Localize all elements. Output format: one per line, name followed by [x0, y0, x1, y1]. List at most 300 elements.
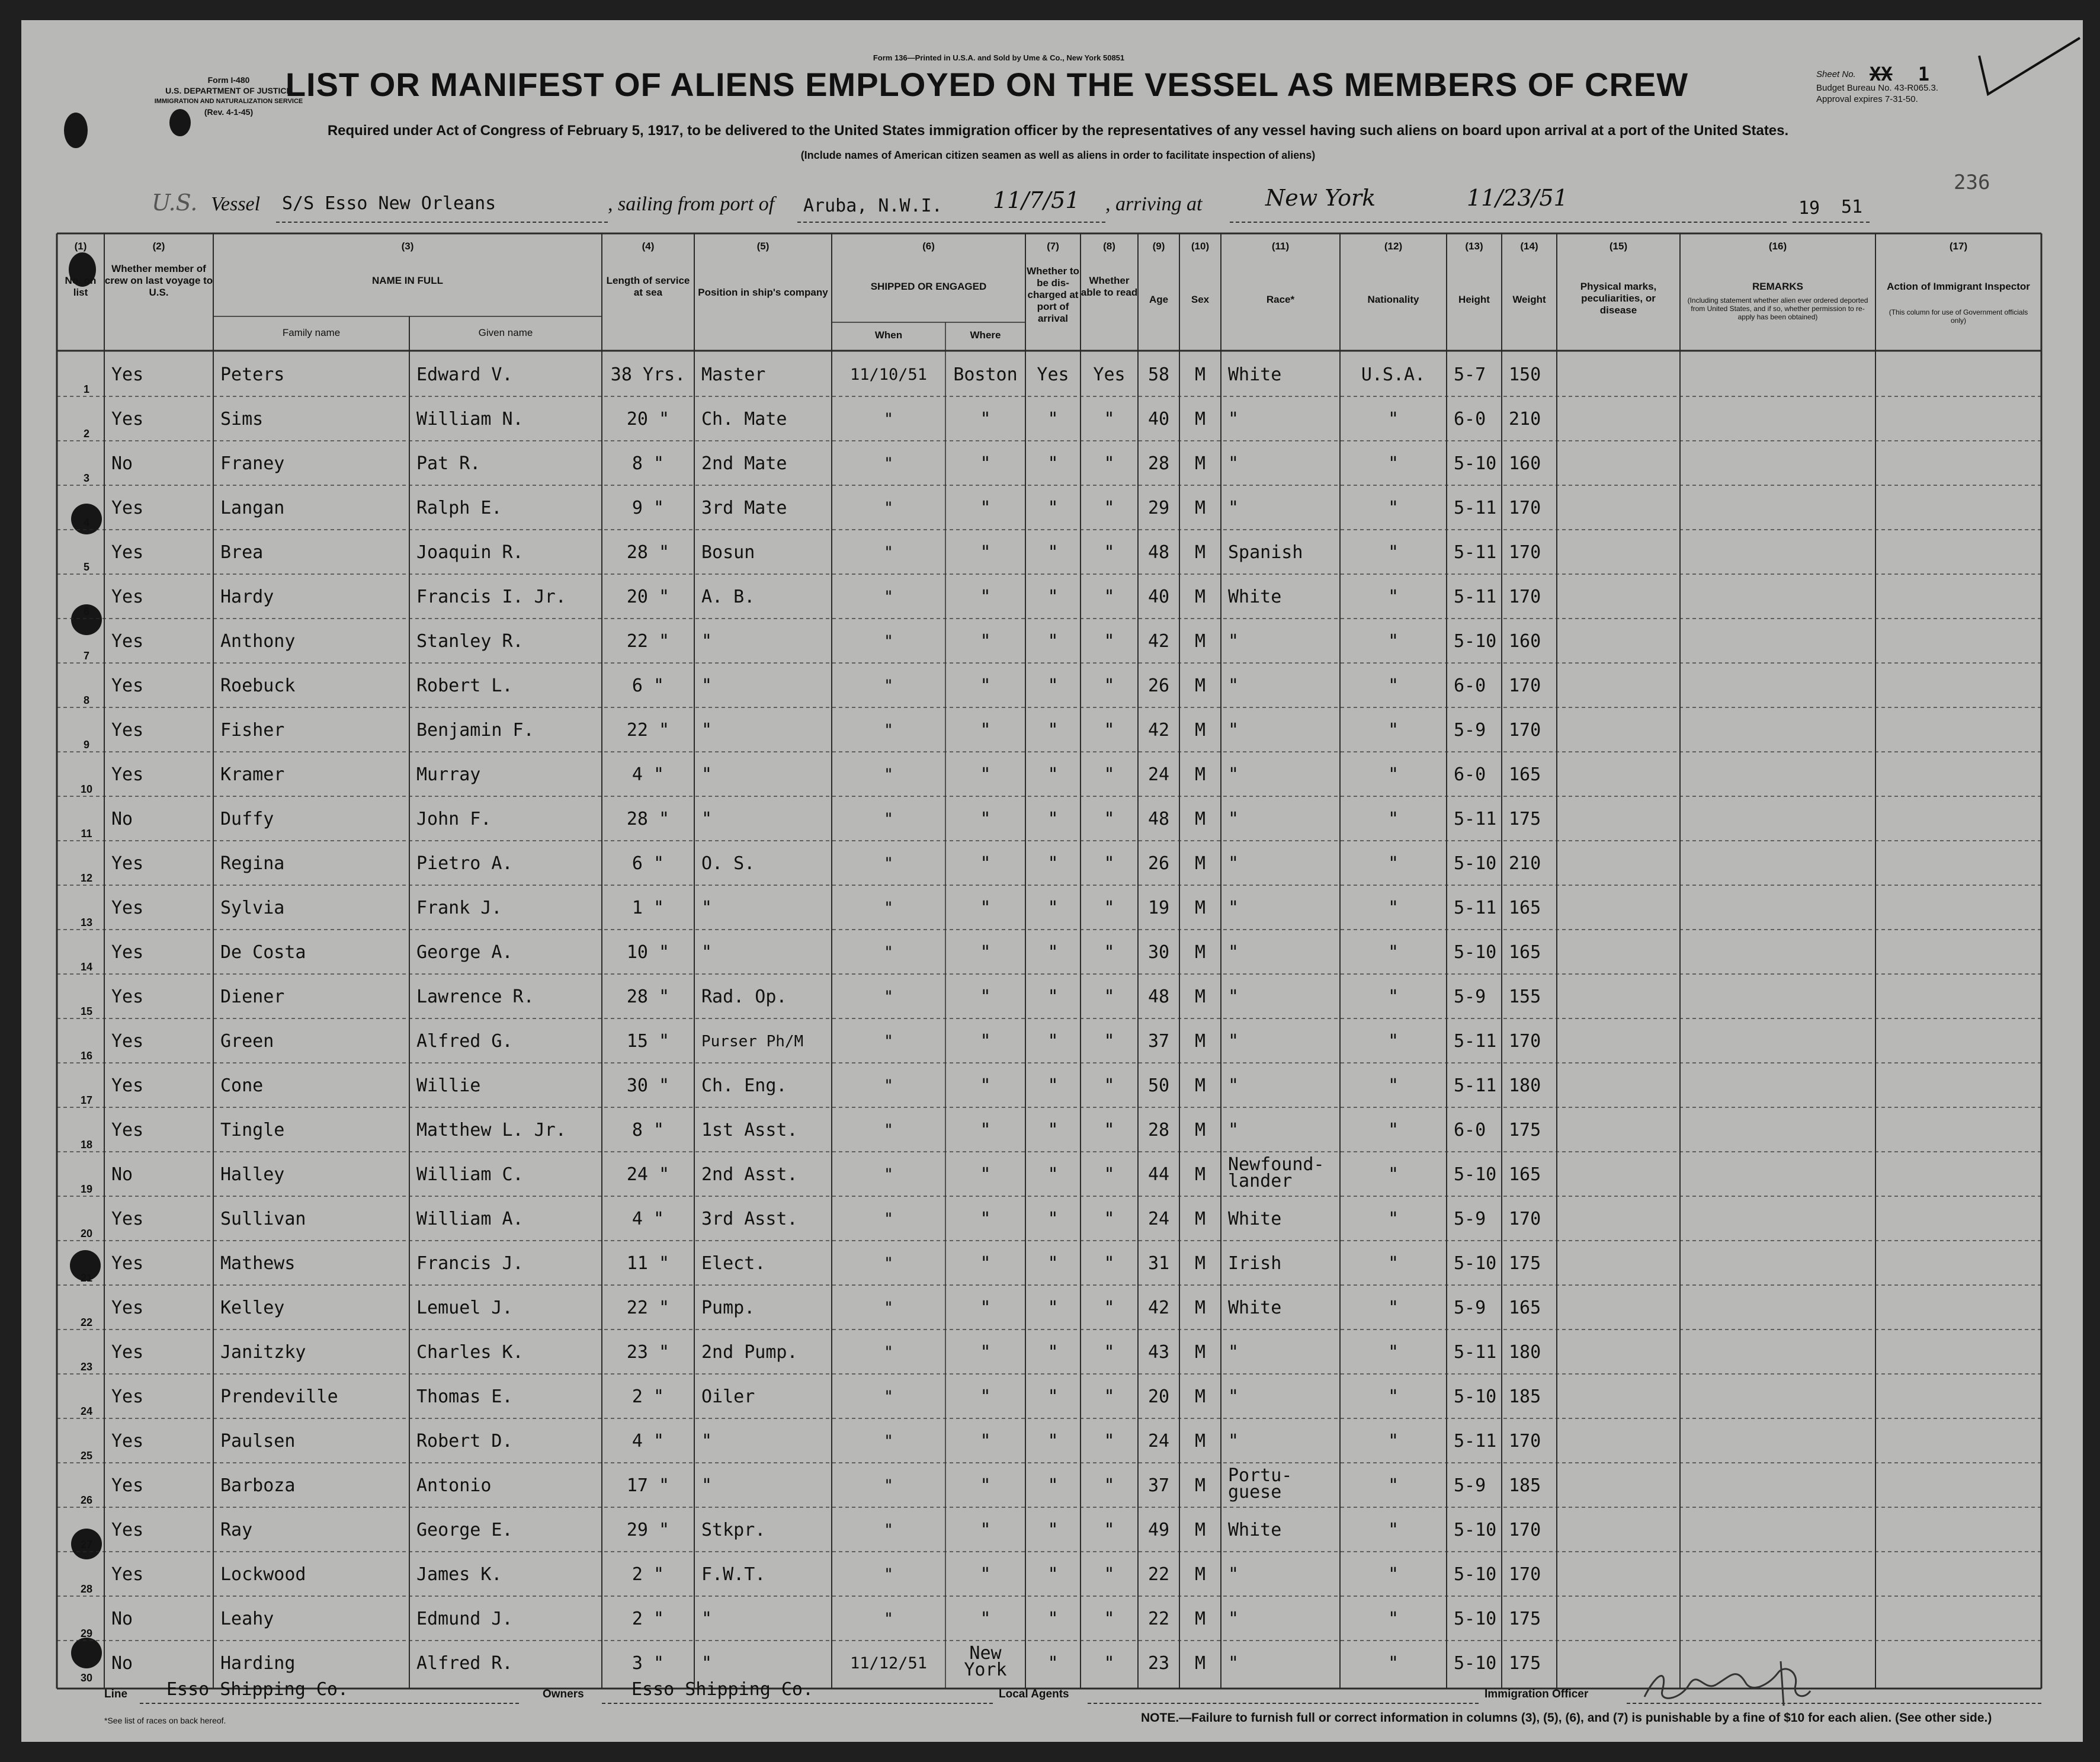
cell-last: Yes	[111, 409, 144, 430]
cell-read: "	[1104, 942, 1115, 963]
cell-last: Yes	[111, 1520, 144, 1540]
cell-when: "	[883, 454, 894, 473]
column-number: (12)	[1384, 241, 1403, 252]
cell-sex: M	[1194, 1298, 1206, 1318]
cell-last: No	[111, 1653, 133, 1674]
row-number: 16	[80, 1050, 93, 1062]
cell-service: 9 "	[631, 498, 665, 518]
cell-position: Pump.	[701, 1298, 755, 1318]
cell-given: William A.	[416, 1209, 524, 1229]
cell-height: 5-9	[1454, 1298, 1486, 1318]
cell-sex: M	[1194, 720, 1206, 741]
cell-race: White	[1228, 1298, 1282, 1318]
cell-family: Green	[220, 1031, 274, 1052]
cell-when: "	[883, 1432, 894, 1450]
cell-last: Yes	[111, 1031, 144, 1052]
cell-race: "	[1228, 898, 1239, 918]
cell-age: 42	[1147, 720, 1170, 741]
cell-last: Yes	[111, 1475, 144, 1496]
cell-when: 11/10/51	[849, 366, 928, 384]
cell-weight: 165	[1509, 1298, 1541, 1318]
cell-last: Yes	[111, 1253, 144, 1274]
sailing-label: , sailing from port of	[608, 193, 775, 215]
cell-read: "	[1104, 1431, 1115, 1452]
cell-height: 5-10	[1454, 453, 1497, 474]
cell-given: Thomas E.	[416, 1386, 513, 1407]
cell-disch: "	[1047, 1298, 1059, 1318]
header-where: Where	[970, 329, 1001, 341]
cell-given: Francis J.	[416, 1253, 524, 1274]
cell-race: "	[1228, 1031, 1239, 1052]
cell-where: "	[980, 986, 991, 1007]
cell-weight: 160	[1509, 453, 1541, 474]
cell-disch: "	[1047, 986, 1059, 1007]
header-position: Position in ship's company	[698, 287, 828, 298]
column-number: (6)	[922, 241, 935, 252]
cell-nat: "	[1387, 631, 1399, 652]
header-height: Height	[1458, 294, 1490, 305]
cell-service: 30 "	[626, 1075, 670, 1096]
cell-where: "	[980, 1031, 991, 1052]
column-number: (9)	[1152, 241, 1165, 252]
header-race: Race*	[1266, 294, 1295, 305]
cell-family: Franey	[220, 453, 285, 474]
cell-nat: "	[1387, 764, 1399, 785]
cell-position: Rad. Op.	[701, 986, 787, 1007]
cell-race: "	[1228, 942, 1239, 963]
cell-height: 5-10	[1454, 1253, 1497, 1274]
cell-given: Charles K.	[416, 1342, 524, 1363]
cell-service: 20 "	[626, 587, 670, 607]
cell-age: 48	[1147, 809, 1170, 829]
cell-given: Murray	[416, 764, 481, 785]
cell-where: "	[980, 720, 991, 741]
cell-weight: 170	[1509, 1209, 1541, 1229]
cell-read: "	[1104, 1164, 1115, 1185]
header-shipped-engaged: SHIPPED OR ENGAGED	[870, 281, 987, 292]
cell-sex: M	[1194, 675, 1206, 696]
column-number: (17)	[1949, 241, 1968, 252]
cell-nat: "	[1387, 587, 1399, 607]
row-number: 3	[83, 472, 89, 484]
cell-position: Ch. Mate	[701, 409, 787, 430]
cell-service: 28 "	[626, 542, 670, 563]
cell-read: "	[1104, 1564, 1115, 1585]
approval-expiry: Approval expires 7-31-50.	[1816, 94, 1918, 104]
cell-family: Cone	[220, 1075, 264, 1096]
cell-sex: M	[1194, 1075, 1206, 1096]
cell-family: Langan	[220, 498, 285, 518]
cell-service: 8 "	[631, 453, 665, 474]
cell-read: "	[1104, 453, 1115, 474]
vessel-label: Vessel	[211, 193, 261, 215]
header-last-voyage: Whether member of crew on last voyage to U.S.	[104, 263, 213, 298]
cell-read: "	[1104, 587, 1115, 607]
cell-nat: "	[1387, 942, 1399, 963]
cell-when: "	[883, 854, 894, 873]
cell-race: "	[1228, 720, 1239, 741]
cell-sex: M	[1194, 542, 1206, 563]
header-age: Age	[1149, 294, 1169, 305]
cell-weight: 175	[1509, 1653, 1541, 1674]
cell-sex: M	[1194, 1475, 1206, 1496]
cell-when: "	[883, 1521, 894, 1539]
cell-when: "	[883, 1476, 894, 1495]
cell-where: "	[980, 1120, 991, 1141]
cell-when: "	[883, 988, 894, 1006]
cell-when: "	[883, 410, 894, 428]
cell-weight: 175	[1509, 1120, 1541, 1141]
cell-given: Antonio	[416, 1475, 492, 1496]
cell-sex: M	[1194, 364, 1206, 385]
cell-position: Bosun	[701, 542, 755, 563]
cell-sex: M	[1194, 1253, 1206, 1274]
cell-given: Edward V.	[416, 364, 513, 385]
cell-disch: "	[1047, 1609, 1059, 1629]
cell-service: 2 "	[631, 1564, 665, 1585]
cell-position: Stkpr.	[701, 1520, 766, 1540]
sailing-port: Aruba, N.W.I.	[803, 196, 942, 216]
cell-when: "	[883, 810, 894, 828]
cell-disch: "	[1047, 498, 1059, 518]
cell-weight: 165	[1509, 942, 1541, 963]
cell-position: 2nd Mate	[701, 453, 787, 474]
cell-weight: 175	[1509, 1253, 1541, 1274]
cell-read: Yes	[1093, 364, 1126, 385]
cell-nat: "	[1387, 1342, 1399, 1363]
cell-sex: M	[1194, 587, 1206, 607]
cell-position: "	[701, 1609, 713, 1629]
row-number: 11	[81, 828, 92, 840]
row-number: 23	[80, 1361, 93, 1373]
cell-sex: M	[1194, 1520, 1206, 1540]
cell-read: "	[1104, 1609, 1115, 1629]
cell-given: Pat R.	[416, 453, 481, 474]
cell-sex: M	[1194, 1653, 1206, 1674]
cell-when: "	[883, 1121, 894, 1139]
column-number: (1)	[74, 241, 87, 252]
cell-sex: M	[1194, 986, 1206, 1007]
line-value: Esso Shipping Co.	[166, 1679, 349, 1700]
cell-where: "	[980, 853, 991, 874]
cell-where: "	[980, 809, 991, 829]
cell-read: "	[1104, 1520, 1115, 1540]
cell-height: 5-9	[1454, 720, 1486, 741]
column-number: (11)	[1271, 241, 1290, 252]
cell-weight: 180	[1509, 1342, 1541, 1363]
cell-read: "	[1104, 1209, 1115, 1229]
cell-sex: M	[1194, 631, 1206, 652]
cell-sex: M	[1194, 1031, 1206, 1052]
row-number: 14	[80, 961, 93, 973]
cell-weight: 160	[1509, 631, 1541, 652]
cell-weight: 170	[1509, 1564, 1541, 1585]
cell-family: Harding	[220, 1653, 296, 1674]
row-number: 6	[83, 606, 89, 617]
cell-position: "	[701, 942, 713, 963]
cell-family: Fisher	[220, 720, 285, 741]
cell-service: 20 "	[626, 409, 670, 430]
cell-read: "	[1104, 809, 1115, 829]
cell-position: Ch. Eng.	[701, 1075, 787, 1096]
year-prefix: 19	[1798, 198, 1820, 219]
cell-race: White	[1228, 1520, 1282, 1540]
cell-age: 40	[1147, 409, 1170, 430]
header-nationality: Nationality	[1367, 294, 1419, 305]
cell-where: "	[980, 1075, 991, 1096]
cell-last: Yes	[111, 1342, 144, 1363]
cell-nat: "	[1387, 409, 1399, 430]
cell-where: "	[980, 1342, 991, 1363]
cell-read: "	[1104, 853, 1115, 874]
cell-race: "	[1228, 498, 1239, 518]
cell-when: "	[883, 1610, 894, 1628]
cell-last: Yes	[111, 498, 144, 518]
cell-when: "	[883, 543, 894, 562]
cell-when: "	[883, 1565, 894, 1584]
cell-weight: 170	[1509, 1031, 1541, 1052]
cell-service: 29 "	[626, 1520, 670, 1540]
cell-weight: 185	[1509, 1386, 1541, 1407]
row-number: 10	[80, 783, 93, 795]
cell-family: Kramer	[220, 764, 285, 785]
cell-nat: "	[1387, 1653, 1399, 1674]
cell-where: "	[980, 1298, 991, 1318]
cell-nat: "	[1387, 1609, 1399, 1629]
cell-position: "	[701, 675, 713, 696]
cell-last: Yes	[111, 942, 144, 963]
form-metadata: Form I-480 U.S. DEPARTMENT OF JUSTICE IMMIGRATION AND NATURALIZATION SERVICE (Rev. 4-1-45)	[154, 75, 303, 117]
cell-where: "	[980, 1564, 991, 1585]
cell-given: Frank J.	[416, 898, 502, 918]
cell-age: 44	[1147, 1164, 1170, 1185]
column-number: (5)	[756, 241, 770, 252]
cell-height: 6-0	[1454, 409, 1486, 430]
cell-given: George A.	[416, 942, 513, 963]
cell-read: "	[1104, 986, 1115, 1007]
cell-race: "	[1228, 675, 1239, 696]
header-able-read: Whether able to read	[1081, 275, 1138, 298]
cell-race: "	[1228, 1120, 1239, 1141]
cell-family: Regina	[220, 853, 285, 874]
cell-family: Hardy	[220, 587, 274, 607]
header-physical-marks: Physical marks, peculiarities, or disease	[1580, 281, 1657, 316]
column-number: (3)	[401, 241, 414, 252]
cell-sex: M	[1194, 409, 1206, 430]
cell-race: Spanish	[1228, 542, 1303, 563]
cell-height: 5-10	[1454, 853, 1497, 874]
cell-disch: "	[1047, 409, 1059, 430]
document-title: LIST OR MANIFEST OF ALIENS EMPLOYED ON THE VESSEL AS MEMBERS OF CREW	[285, 66, 1689, 103]
cell-given: Alfred R.	[416, 1653, 513, 1674]
cell-when: "	[883, 588, 894, 606]
cell-given: Matthew L. Jr.	[416, 1120, 566, 1141]
cell-when: 11/12/51	[849, 1654, 928, 1673]
cell-disch: "	[1047, 1342, 1059, 1363]
cell-disch: "	[1047, 453, 1059, 474]
cell-given: Robert D.	[416, 1431, 513, 1452]
cell-read: "	[1104, 1653, 1115, 1674]
cell-height: 5-10	[1454, 631, 1497, 652]
cell-age: 24	[1147, 1431, 1170, 1452]
cell-disch: "	[1047, 542, 1059, 563]
cell-last: Yes	[111, 1298, 144, 1318]
cell-position: "	[701, 631, 713, 652]
cell-height: 5-11	[1454, 809, 1497, 829]
cell-race: "	[1228, 1653, 1239, 1674]
cell-last: Yes	[111, 364, 144, 385]
cell-age: 20	[1147, 1386, 1170, 1407]
cell-read: "	[1104, 1075, 1115, 1096]
cell-service: 22 "	[626, 720, 670, 741]
cell-when: "	[883, 677, 894, 695]
cell-where: "	[980, 498, 991, 518]
penalty-note: NOTE.—Failure to furnish full or correct information in columns (3), (5), (6), and (7) is punishable by a fine of $10 for each alien. (See other side.)	[1141, 1711, 1992, 1725]
row-number: 8	[83, 694, 89, 706]
cell-race: "	[1228, 809, 1239, 829]
row-number: 30	[80, 1672, 93, 1684]
cell-service: 6 "	[631, 675, 665, 696]
cell-race: Portu- guese	[1228, 1465, 1293, 1502]
cell-disch: "	[1047, 764, 1059, 785]
cell-where: "	[980, 764, 991, 785]
cell-family: Sims	[220, 409, 264, 430]
cell-height: 5-7	[1454, 364, 1486, 385]
cell-position: 1st Asst.	[701, 1120, 798, 1141]
cell-given: William N.	[416, 409, 524, 430]
row-number: 18	[80, 1139, 93, 1151]
header-no-on-list: No. on list	[65, 275, 97, 298]
cell-when: "	[883, 1343, 894, 1361]
cell-weight: 165	[1509, 1164, 1541, 1185]
cell-height: 5-9	[1454, 1209, 1486, 1229]
cell-weight: 150	[1509, 364, 1541, 385]
cell-given: Edmund J.	[416, 1609, 513, 1629]
cell-last: No	[111, 1164, 133, 1185]
cell-position: 2nd Pump.	[701, 1342, 798, 1363]
header-name-in-full: NAME IN FULL	[372, 275, 443, 286]
cell-family: Roebuck	[220, 675, 296, 696]
cell-service: 22 "	[626, 1298, 670, 1318]
cell-read: "	[1104, 409, 1115, 430]
cell-where: "	[980, 1475, 991, 1496]
cell-when: "	[883, 1388, 894, 1406]
cell-race: "	[1228, 1342, 1239, 1363]
column-number: (8)	[1103, 241, 1115, 252]
arriving-date: 11/23/51	[1467, 185, 1568, 211]
cell-disch: "	[1047, 1031, 1059, 1052]
header-when: When	[874, 329, 903, 341]
header-discharged: Whether to be dis-charged at port of arrival	[1027, 265, 1079, 324]
cell-height: 6-0	[1454, 1120, 1486, 1141]
cell-disch: "	[1047, 898, 1059, 918]
cell-where: "	[980, 898, 991, 918]
cell-last: Yes	[111, 1431, 144, 1452]
cell-nat: "	[1387, 1475, 1399, 1496]
cell-read: "	[1104, 542, 1115, 563]
requirement-statement: Required under Act of Congress of February 5, 1917, to be delivered to the United States immigration officer by the representatives of any vessel having such aliens on board upon arrival at a port of the United States.	[327, 123, 1789, 139]
cell-family: Diener	[220, 986, 285, 1007]
column-number: (10)	[1191, 241, 1210, 252]
cell-position: Master	[701, 364, 766, 385]
cell-nat: "	[1387, 1520, 1399, 1540]
cell-disch: "	[1047, 1520, 1059, 1540]
cell-last: No	[111, 809, 133, 829]
cell-height: 5-10	[1454, 1520, 1497, 1540]
cell-service: 1 "	[631, 898, 665, 918]
cell-service: 15 "	[626, 1031, 670, 1052]
row-number: 9	[83, 739, 89, 751]
cell-weight: 175	[1509, 1609, 1541, 1629]
cell-sex: M	[1194, 498, 1206, 518]
cell-when: "	[883, 1077, 894, 1095]
row-number: 19	[80, 1183, 93, 1195]
cell-family: Sullivan	[220, 1209, 306, 1229]
cell-family: Lockwood	[220, 1564, 306, 1585]
cell-sex: M	[1194, 1164, 1206, 1185]
cell-disch: "	[1047, 942, 1059, 963]
cell-given: William C.	[416, 1164, 524, 1185]
cell-disch: "	[1047, 1475, 1059, 1496]
column-number: (15)	[1609, 241, 1628, 252]
cell-when: "	[883, 1254, 894, 1273]
cell-disch: Yes	[1037, 364, 1069, 385]
cell-family: Prendeville	[220, 1386, 338, 1407]
row-number: 12	[80, 872, 93, 884]
cell-position: "	[701, 764, 713, 785]
cell-height: 6-0	[1454, 675, 1486, 696]
owners-value: Esso Shipping Co.	[631, 1679, 814, 1700]
manifest-sheet	[21, 20, 2083, 1742]
cell-given: Pietro A.	[416, 853, 513, 874]
cell-position: "	[701, 898, 713, 918]
cell-height: 5-10	[1454, 1386, 1497, 1407]
sheet-number: XX 1	[1870, 63, 1930, 85]
header-length-service: Length of service at sea	[606, 275, 690, 298]
cell-nat: "	[1387, 853, 1399, 874]
arriving-label: , arriving at	[1105, 193, 1203, 215]
cell-last: Yes	[111, 898, 144, 918]
cell-weight: 155	[1509, 986, 1541, 1007]
cell-height: 5-10	[1454, 1564, 1497, 1585]
cell-nat: "	[1387, 1031, 1399, 1052]
cell-position: O. S.	[701, 853, 755, 874]
cell-nat: "	[1387, 809, 1399, 829]
cell-service: 38 Yrs.	[610, 364, 686, 385]
cell-weight: 170	[1509, 720, 1541, 741]
cell-height: 6-0	[1454, 764, 1486, 785]
cell-service: 3 "	[631, 1653, 665, 1674]
cell-age: 26	[1147, 675, 1170, 696]
cell-disch: "	[1047, 1386, 1059, 1407]
cell-nat: "	[1387, 675, 1399, 696]
cell-age: 23	[1147, 1653, 1170, 1674]
cell-weight: 165	[1509, 898, 1541, 918]
cell-last: Yes	[111, 1564, 144, 1585]
cell-weight: 175	[1509, 809, 1541, 829]
cell-height: 5-11	[1454, 1031, 1497, 1052]
cell-height: 5-11	[1454, 587, 1497, 607]
cell-height: 5-9	[1454, 1475, 1486, 1496]
cell-age: 37	[1147, 1031, 1170, 1052]
cell-sex: M	[1194, 1209, 1206, 1229]
cell-position: Oiler	[701, 1386, 755, 1407]
cell-disch: "	[1047, 587, 1059, 607]
cell-last: Yes	[111, 542, 144, 563]
sheet-label: Sheet No.	[1816, 69, 1856, 79]
cell-weight: 170	[1509, 542, 1541, 563]
row-number: 13	[80, 917, 93, 928]
